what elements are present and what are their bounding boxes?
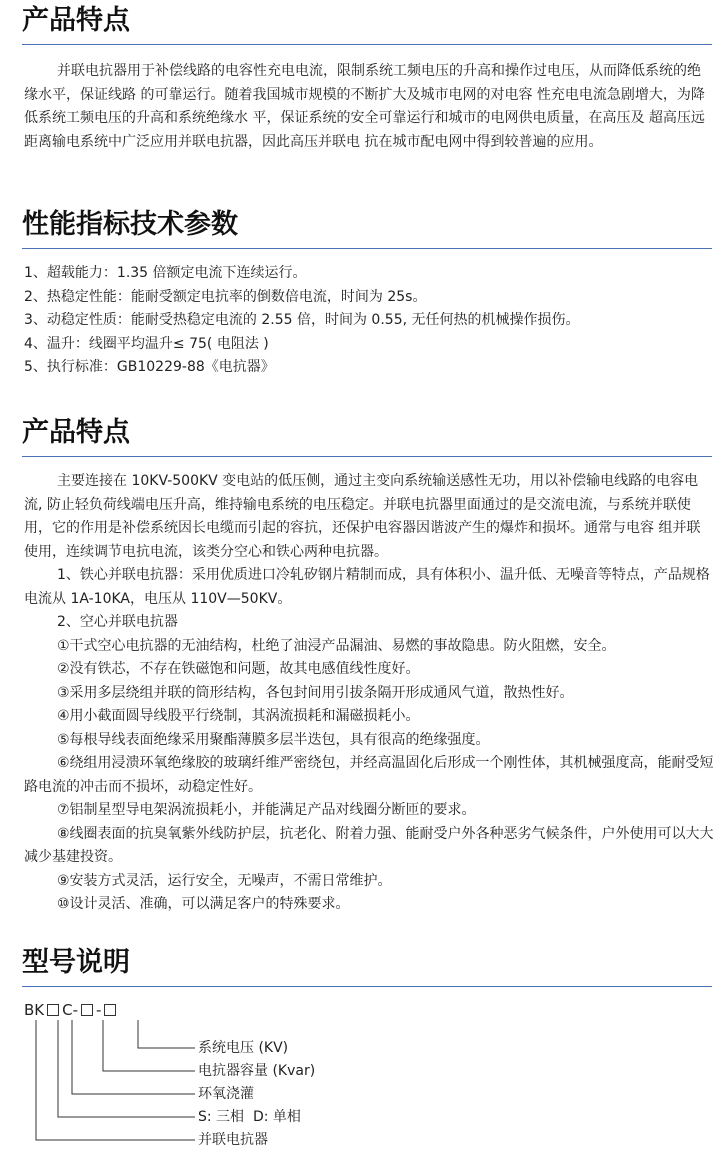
air-core-item: ⑥绕组用浸溃环氧绝缘胶的玻璃纤维严密绕包，并经高温固化后形成一个刚性体，其机械强度高，能耐受短路电流的冲击而不损坏，动稳定性好。 (24, 755, 714, 795)
section3-intro: 主要连接在 10KV-500KV 变电站的低压侧，通过主变向系统输送感性无功，用以补偿输电线路的电容电流, 防止轻负荷线端电压升高，维持输电系统的电压稳定。并联电抗器里面通过的是交流电流，与系统并联使用，它的作用是补偿系统因长电缆而引起的容抗，还保护电容器因谐波产生的爆炸和损坏。通常与电容 组并联使用，连续调节电抗电流，该类分空心和铁心两种电抗器。 (24, 473, 701, 560)
legend-line-phase (58, 1020, 195, 1117)
section1-title: 产品特点 (22, 5, 130, 36)
model-code-dash: - (96, 1000, 102, 1019)
air-core-item: ⑦铝制星型导电架涡流损耗小，并能满足产品对线圈分断匝的要求。 (57, 802, 476, 818)
legend-phase: S: 三相 D: 单相 (198, 1109, 301, 1125)
legend-capacity: 电抗器容量 (Kvar) (198, 1063, 316, 1079)
section1-paragraph: 并联电抗器用于补偿线路的电容性充电电流，限制系统工频电压的升高和操作过电压，从而降低系统的绝缘水平，保证线路 的可靠运行。随着我国城市规模的不断扩大及城市电网的对电容 性充电电流急剧增大，为降低系统工频电压的升高和系统绝缘水 平，保证系统的安全可靠运行和城市的电网供电质量，在高压及 超高压远距离输电系统中广泛应用并联电抗器，因此高压并联电 抗在城市配电网中得到较普遍的应用。 (24, 63, 705, 150)
legend-system-voltage: 系统电压 (KV) (198, 1040, 289, 1056)
air-core-item: ②没有铁芯，不存在铁磁饱和问题，故其电感值线性度好。 (57, 661, 420, 677)
air-core-item: ⑤每根导线表面绝缘采用聚酯薄膜多层半迭包，具有很高的绝缘强度。 (57, 731, 490, 748)
iron-core-description: 1、铁心并联电抗器：采用优质进口冷轧矽钢片精制而成，具有体积小、温升低、无噪音等特点，产品规格电流从 1A-10KA，电压从 110V—50KV。 (24, 567, 710, 607)
air-core-title: 2、空心并联电抗器 (57, 614, 178, 630)
legend-line-capacity (103, 1020, 195, 1071)
air-core-item: ⑩设计灵活、准确，可以满足客户的特殊要求。 (57, 896, 350, 912)
spec-item: 4、温升：线圈平均温升≤ 75( 电阻法 ) (24, 335, 269, 352)
spec-item: 3、动稳定性质：能耐受热稳定电流的 2.55 倍，时间为 0.55, 无任何热的机械操作损伤。 (24, 312, 580, 328)
legend-line-voltage (138, 1020, 195, 1048)
air-core-item: ⑧线圈表面的抗臭氧紫外线防护层，抗老化、附着力强、能耐受户外各种恶劣气候条件，户外使用可以大大减少基建投资。 (24, 825, 714, 865)
legend-shunt-reactor: 并联电抗器 (198, 1132, 268, 1148)
air-core-item: ③采用多层绕组并联的筒形结构，各包封间用引拔条隔开形成通风气道，散热性好。 (57, 684, 574, 701)
section2-title: 性能指标技术参数 (22, 209, 238, 240)
section4-title: 型号说明 (22, 947, 130, 978)
spec-item: 5、执行标准：GB10229-88《电抗器》 (24, 359, 275, 375)
air-core-item: ④用小截面圆导线股平行绕制，其涡流损耗和漏磁损耗小。 (57, 708, 420, 724)
model-code-prefix: BK (24, 1000, 45, 1019)
legend-line-epoxy (72, 1020, 195, 1094)
spec-item: 1、超载能力：1.35 倍额定电流下连续运行。 (24, 265, 307, 281)
air-core-item: ⑨安装方式灵活，运行安全，无噪声，不需日常维护。 (57, 872, 392, 889)
air-core-item: ①干式空心电抗器的无油结构，杜绝了油浸产品漏油、易燃的事故隐患。防火阻燃，安全。 (57, 637, 616, 654)
spec-item: 2、热稳定性能：能耐受额定电抗率的倒数倍电流，时间为 25s。 (24, 288, 427, 305)
model-code-middle: C- (62, 1000, 79, 1019)
legend-epoxy: 环氧浇灌 (198, 1086, 254, 1102)
section3-title: 产品特点 (22, 417, 130, 448)
legend-line-reactor (36, 1020, 195, 1140)
